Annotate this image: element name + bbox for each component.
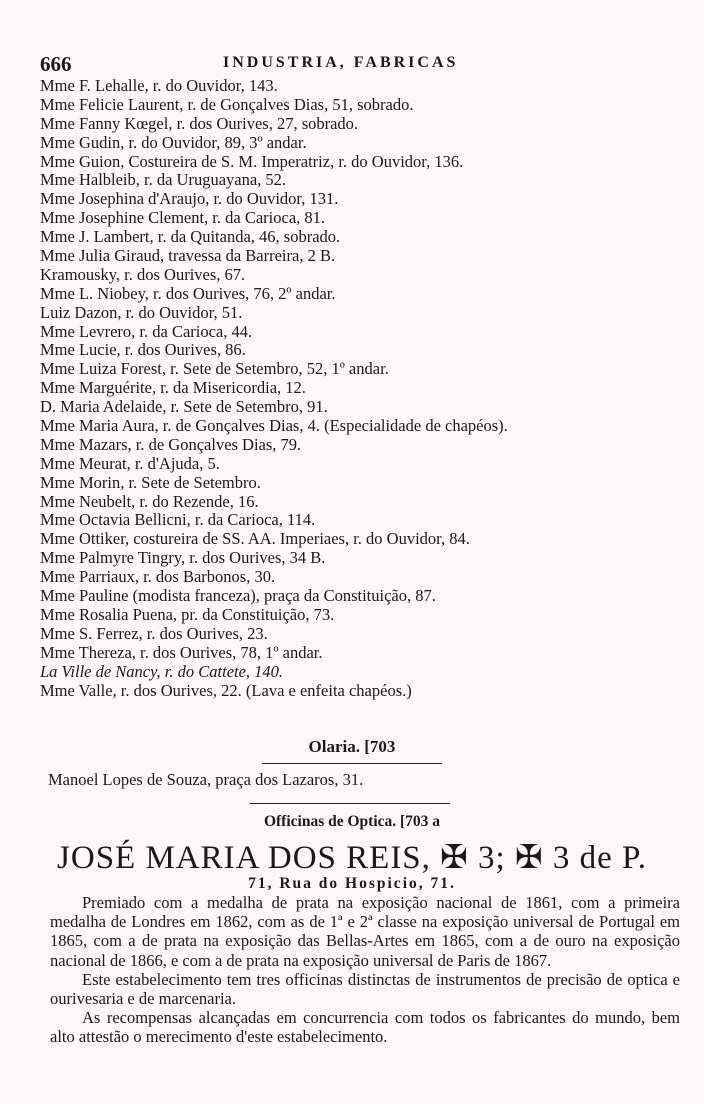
list-item: Kramousky, r. dos Ourives, 67. <box>40 264 246 284</box>
advertisement-text <box>50 893 680 1047</box>
advertiser-name: JOSÉ MARIA DOS REIS, ✠ 3; ✠ 3 de P. <box>57 840 647 876</box>
list-item: Mme J. Lambert, r. da Quitanda, 46, sobrado. <box>40 227 341 247</box>
list-item: Mme Palmyre Tingry, r. dos Ourives, 34 B. <box>40 548 326 568</box>
list-item: Mme Julia Giraud, travessa da Barreira, 2 B. <box>40 246 336 266</box>
list-item: Mme Neubelt, r. do Rezende, 16. <box>40 491 259 511</box>
list-item: Mme Mazars, r. de Gonçalves Dias, 79. <box>40 434 302 454</box>
list-item: D. Maria Adelaide, r. Sete de Setembro, 91. <box>40 397 328 417</box>
paragraph: As recompensas alcançadas em concurrencia com todos os fabricantes do mundo, bem alto attestão o merecimento d'este estabelecimento. <box>50 1008 680 1047</box>
list-item: Mme Halbleib, r. da Uruguayana, 52. <box>40 170 287 190</box>
list-item: Mme Marguérite, r. da Misericordia, 12. <box>40 378 306 398</box>
section-title-olaria: Olaria. [703 <box>308 737 396 756</box>
list-item: Mme Guion, Costureira de S. M. Imperatriz, r. do Ouvidor, 136. <box>40 151 464 171</box>
list-item: Mme Lucie, r. dos Ourives, 86. <box>40 340 246 360</box>
list-item: Mme Maria Aura, r. de Gonçalves Dias, 4. (Especialidade de chapéos). <box>40 416 508 436</box>
list-item: Mme Pauline (modista franceza), praça da Constituição, 87. <box>40 586 436 606</box>
list-item: Mme Rosalia Puena, pr. da Constituição, 73. <box>40 604 335 624</box>
section-title-optica: Officinas de Optica. [703 a <box>263 813 441 830</box>
list-item: Mme Morin, r. Sete de Setembro. <box>40 472 261 492</box>
list-item: Mme Valle, r. dos Ourives, 22. (Lava e enfeita chapéos.) <box>40 680 412 700</box>
section-divider <box>262 763 442 764</box>
paragraph: Este estabelecimento tem tres officinas distinctas de instrumentos de precisão de optica e ourivesaria e de marcenaria. <box>50 969 680 1009</box>
page-header <box>40 52 664 78</box>
list-item: Mme Fanny Kœgel, r. dos Ourives, 27, sobrado. <box>40 113 359 133</box>
list-item: Mme Josephine Clement, r. da Carioca, 81. <box>40 208 326 228</box>
list-item: Mme L. Niobey, r. dos Ourives, 76, 2º andar. <box>40 283 336 303</box>
list-item: Mme S. Ferrez, r. dos Ourives, 23. <box>40 623 268 643</box>
list-item: Mme Octavia Bellicni, r. da Carioca, 114. <box>40 510 316 530</box>
list-item: Mme Felicie Laurent, r. de Gonçalves Dias, 51, sobrado. <box>40 94 414 114</box>
list-item: Mme Levrero, r. da Carioca, 44. <box>40 321 253 341</box>
directory-list <box>40 77 680 700</box>
list-item: Mme Parriaux, r. dos Barbonos, 30. <box>40 567 276 587</box>
advertiser-address: 71, Rua do Hospicio, 71. <box>248 875 456 892</box>
running-title: INDUSTRIA, FABRICAS <box>223 54 459 71</box>
list-item: Mme Meurat, r. d'Ajuda, 5. <box>40 453 220 473</box>
paragraph: Premiado com a medalha de prata na exposição nacional de 1861, com a primeira medalha de Londres em 1862, com as de 1ª e 2ª classe na exposição universal de Portugal em 1865, com a de prata na exposição das Bellas-Artes em 1865, com a de ouro na exposição nacional de 1866, e com a de prata na exposição universal de Paris de 1867. <box>50 893 680 970</box>
list-item: Mme Josephina d'Araujo, r. do Ouvidor, 131. <box>40 189 339 209</box>
list-item: Mme Thereza, r. dos Ourives, 78, 1º andar. <box>40 642 323 662</box>
section-divider <box>250 803 450 804</box>
list-item: Mme F. Lehalle, r. do Ouvidor, 143. <box>40 76 278 95</box>
olaria-entry: Manoel Lopes de Souza, praça dos Lazaros, 31. <box>48 770 364 789</box>
page-number: 666 <box>40 52 72 76</box>
list-item: La Ville de Nancy, r. do Cattete, 140. <box>40 661 284 681</box>
list-item: Mme Ottiker, costureira de SS. AA. Imperiaes, r. do Ouvidor, 84. <box>40 529 470 549</box>
list-item: Luiz Dazon, r. do Ouvidor, 51. <box>40 302 243 322</box>
list-item: Mme Gudin, r. do Ouvidor, 89, 3º andar. <box>40 132 307 152</box>
list-item: Mme Luiza Forest, r. Sete de Setembro, 52, 1º andar. <box>40 359 389 379</box>
